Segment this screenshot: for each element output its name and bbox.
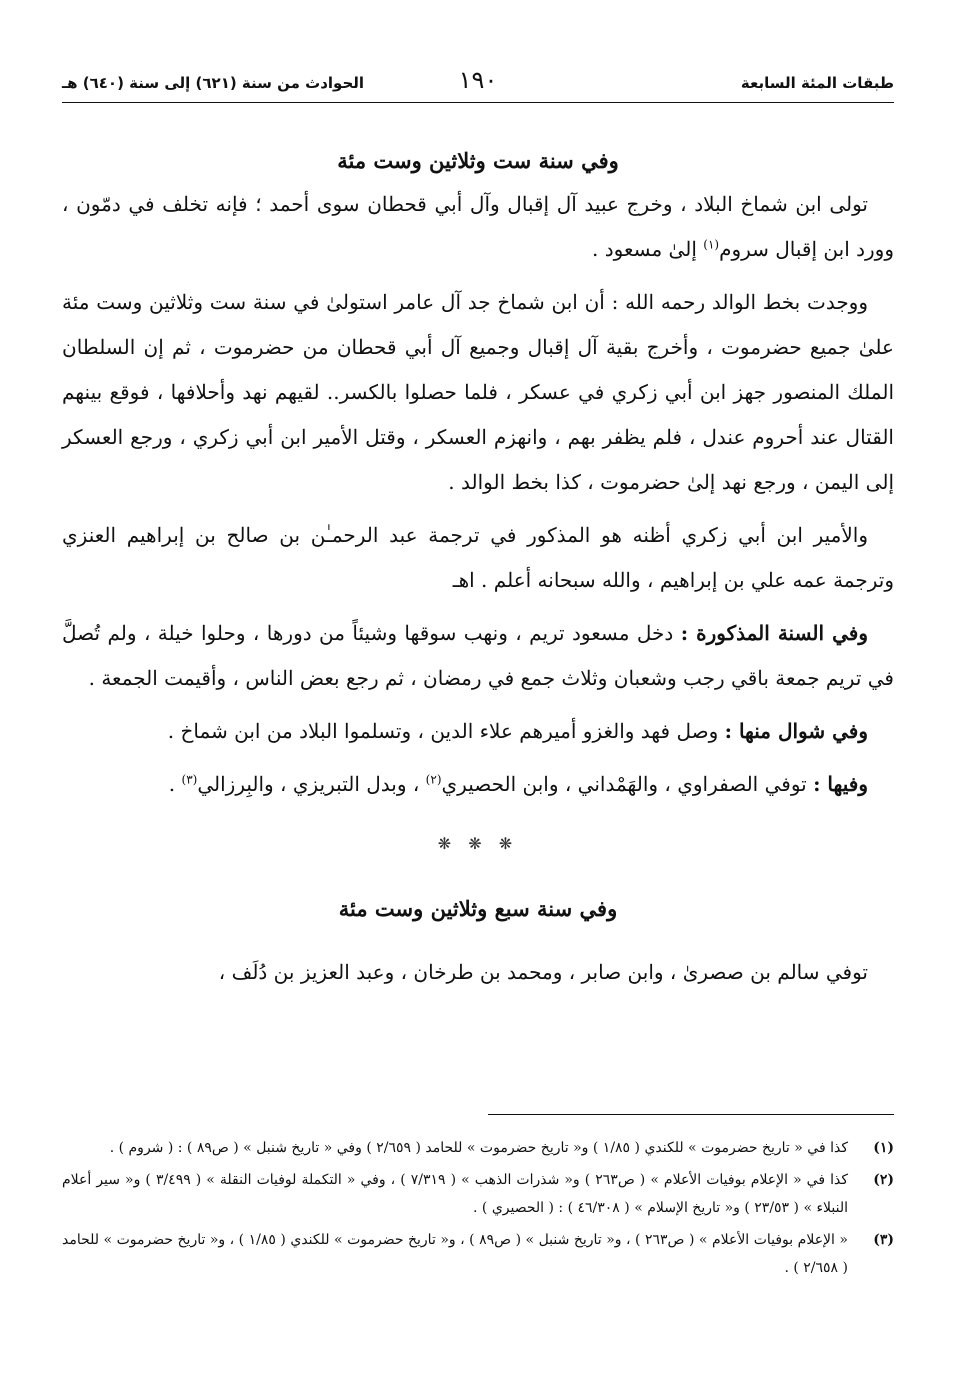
running-header: [62, 66, 894, 100]
paragraph-1-text: تولى ابن شماخ البلاد ، وخرج عبيد آل إقبال وآل أبي قحطان سوى أحمد ؛ فإنه تخلف في دمّون ، وورد ابن إقبال سروم: [62, 192, 894, 261]
paragraph-6: [62, 762, 894, 807]
footnote-text: « الإعلام بوفيات الأعلام » ( ص٢٦٣ ) ، و« تاريخ شنبل » ( ص٨٩ ) ، و« تاريخ حضرموت » للكندي ( ١/٨٥ ) ، و« تاريخ حضرموت » للحامد ( ٢/٦٥٨ ) .: [62, 1232, 848, 1276]
footnote-number: (٢): [873, 1172, 894, 1188]
paragraph-1-end: إلىٰ مسعود .: [592, 237, 704, 261]
paragraph-1: [62, 182, 894, 272]
paragraph-4: [62, 611, 894, 701]
footnotes: [62, 1134, 894, 1286]
footnote-ref-2[interactable]: (٢): [425, 772, 442, 787]
paragraph-6-text-c: .: [168, 772, 182, 796]
footnote-rule: [488, 1114, 894, 1115]
paragraph-3: والأمير ابن أبي زكري أظنه هو المذكور في ترجمة عبد الرحمـٰن بن صالح بن إبراهيم العنزي وترجمة عمه علي بن إبراهيم ، والله سبحانه أعلم . اهـ: [62, 523, 894, 592]
section-heading-year-636: وفي سنة ست وثلاثين وست مئة: [337, 148, 619, 173]
footnote-2: [62, 1166, 894, 1222]
section-separator: ❋ ❋ ❋: [437, 834, 519, 853]
section-heading-year-637: وفي سنة سبع وثلاثين وست مئة: [338, 896, 618, 921]
paragraph-4-lead: وفي السنة المذكورة :: [680, 621, 868, 645]
paragraph-5: [62, 709, 894, 754]
paragraph-5-lead: وفي شوال منها :: [724, 719, 868, 743]
footnote-ref-1[interactable]: (١): [703, 237, 720, 252]
paragraph-4-text: دخل مسعود تريم ، ونهب سوقها وشيئاً من دورها ، وحلوا خيلة ، ولم تُصلَّ في تريم جمعة باقي رجب وشعبان وثلاث جمع في رمضان ، ثم رجع بعض الناس ، وأقيمت الجمعة .: [62, 621, 894, 690]
page-number: ١٩٠: [458, 66, 498, 94]
footnote-text: كذا في « تاريخ حضرموت » للكندي ( ١/٨٥ ) و« تاريخ حضرموت » للحامد ( ٢/٦٥٩ ) وفي « تاريخ شنبل » ( ص٨٩ ) : ( شروم ) .: [109, 1140, 848, 1156]
chapter-range: الحوادث من سنة (٦٢١) إلى سنة (٦٤٠) هـ: [62, 74, 365, 92]
footnote-ref-3[interactable]: (٣): [181, 772, 198, 787]
footnote-text: كذا في « الإعلام بوفيات الأعلام » ( ص٢٦٣ ) و« شذرات الذهب » ( ٧/٣١٩ ) ، وفي « التكملة لوفيات النقلة » ( ٣/٤٩٩ ) و« سير أعلام النبلاء » ( ٢٣/٥٣ ) و« تاريخ الإسلام » ( ٤٦/٣٠٨ ) : ( الحصيري ) .: [62, 1172, 848, 1216]
main-text: [62, 140, 894, 995]
footnote-number: (٣): [873, 1232, 894, 1248]
footnote-number: (١): [873, 1140, 894, 1156]
header-rule: [62, 102, 894, 103]
footnote-3: [62, 1226, 894, 1282]
footnote-1: [62, 1134, 894, 1162]
paragraph-6-text-a: توفي الصفراوي ، والهَمْداني ، وابن الحصيري: [441, 772, 814, 796]
book-title: طبقات المئة السابعة: [740, 74, 894, 92]
paragraph-2: ووجدت بخط الوالد رحمه الله : أن ابن شماخ جد آل عامر استولىٰ في سنة ست وثلاثين وست مئة علىٰ جميع حضرموت ، وأخرج بقية آل إقبال وجميع آل أبي قحطان من حضرموت ، ثم إن السلطان الملك المنصور جهز ابن أبي زكري في عسكر ، فلما حصلوا بالكسر.. لقيهم نهد وأحلافها ، فوقع بينهم القتال عند أحروم عندل ، فلم يظفر بهم ، وانهزم العسكر ، وقتل الأمير ابن أبي زكري ، ورجع العسكر إلى اليمن ، ورجع نهد إلىٰ حضرموت ، كذا بخط الوالد .: [62, 290, 894, 494]
paragraph-6-lead: وفيها :: [813, 772, 868, 796]
paragraph-6-text-b: ، وبدل التبريزي ، والبِرزالي: [197, 772, 426, 796]
paragraph-7: توفي سالم بن صصرىٰ ، وابن صابر ، ومحمد بن طرخان ، وعبد العزيز بن دُلَف ،: [218, 960, 868, 984]
paragraph-5-text: وصل فهد والغزو أميرهم علاء الدين ، وتسلموا البلاد من ابن شماخ .: [167, 719, 725, 743]
